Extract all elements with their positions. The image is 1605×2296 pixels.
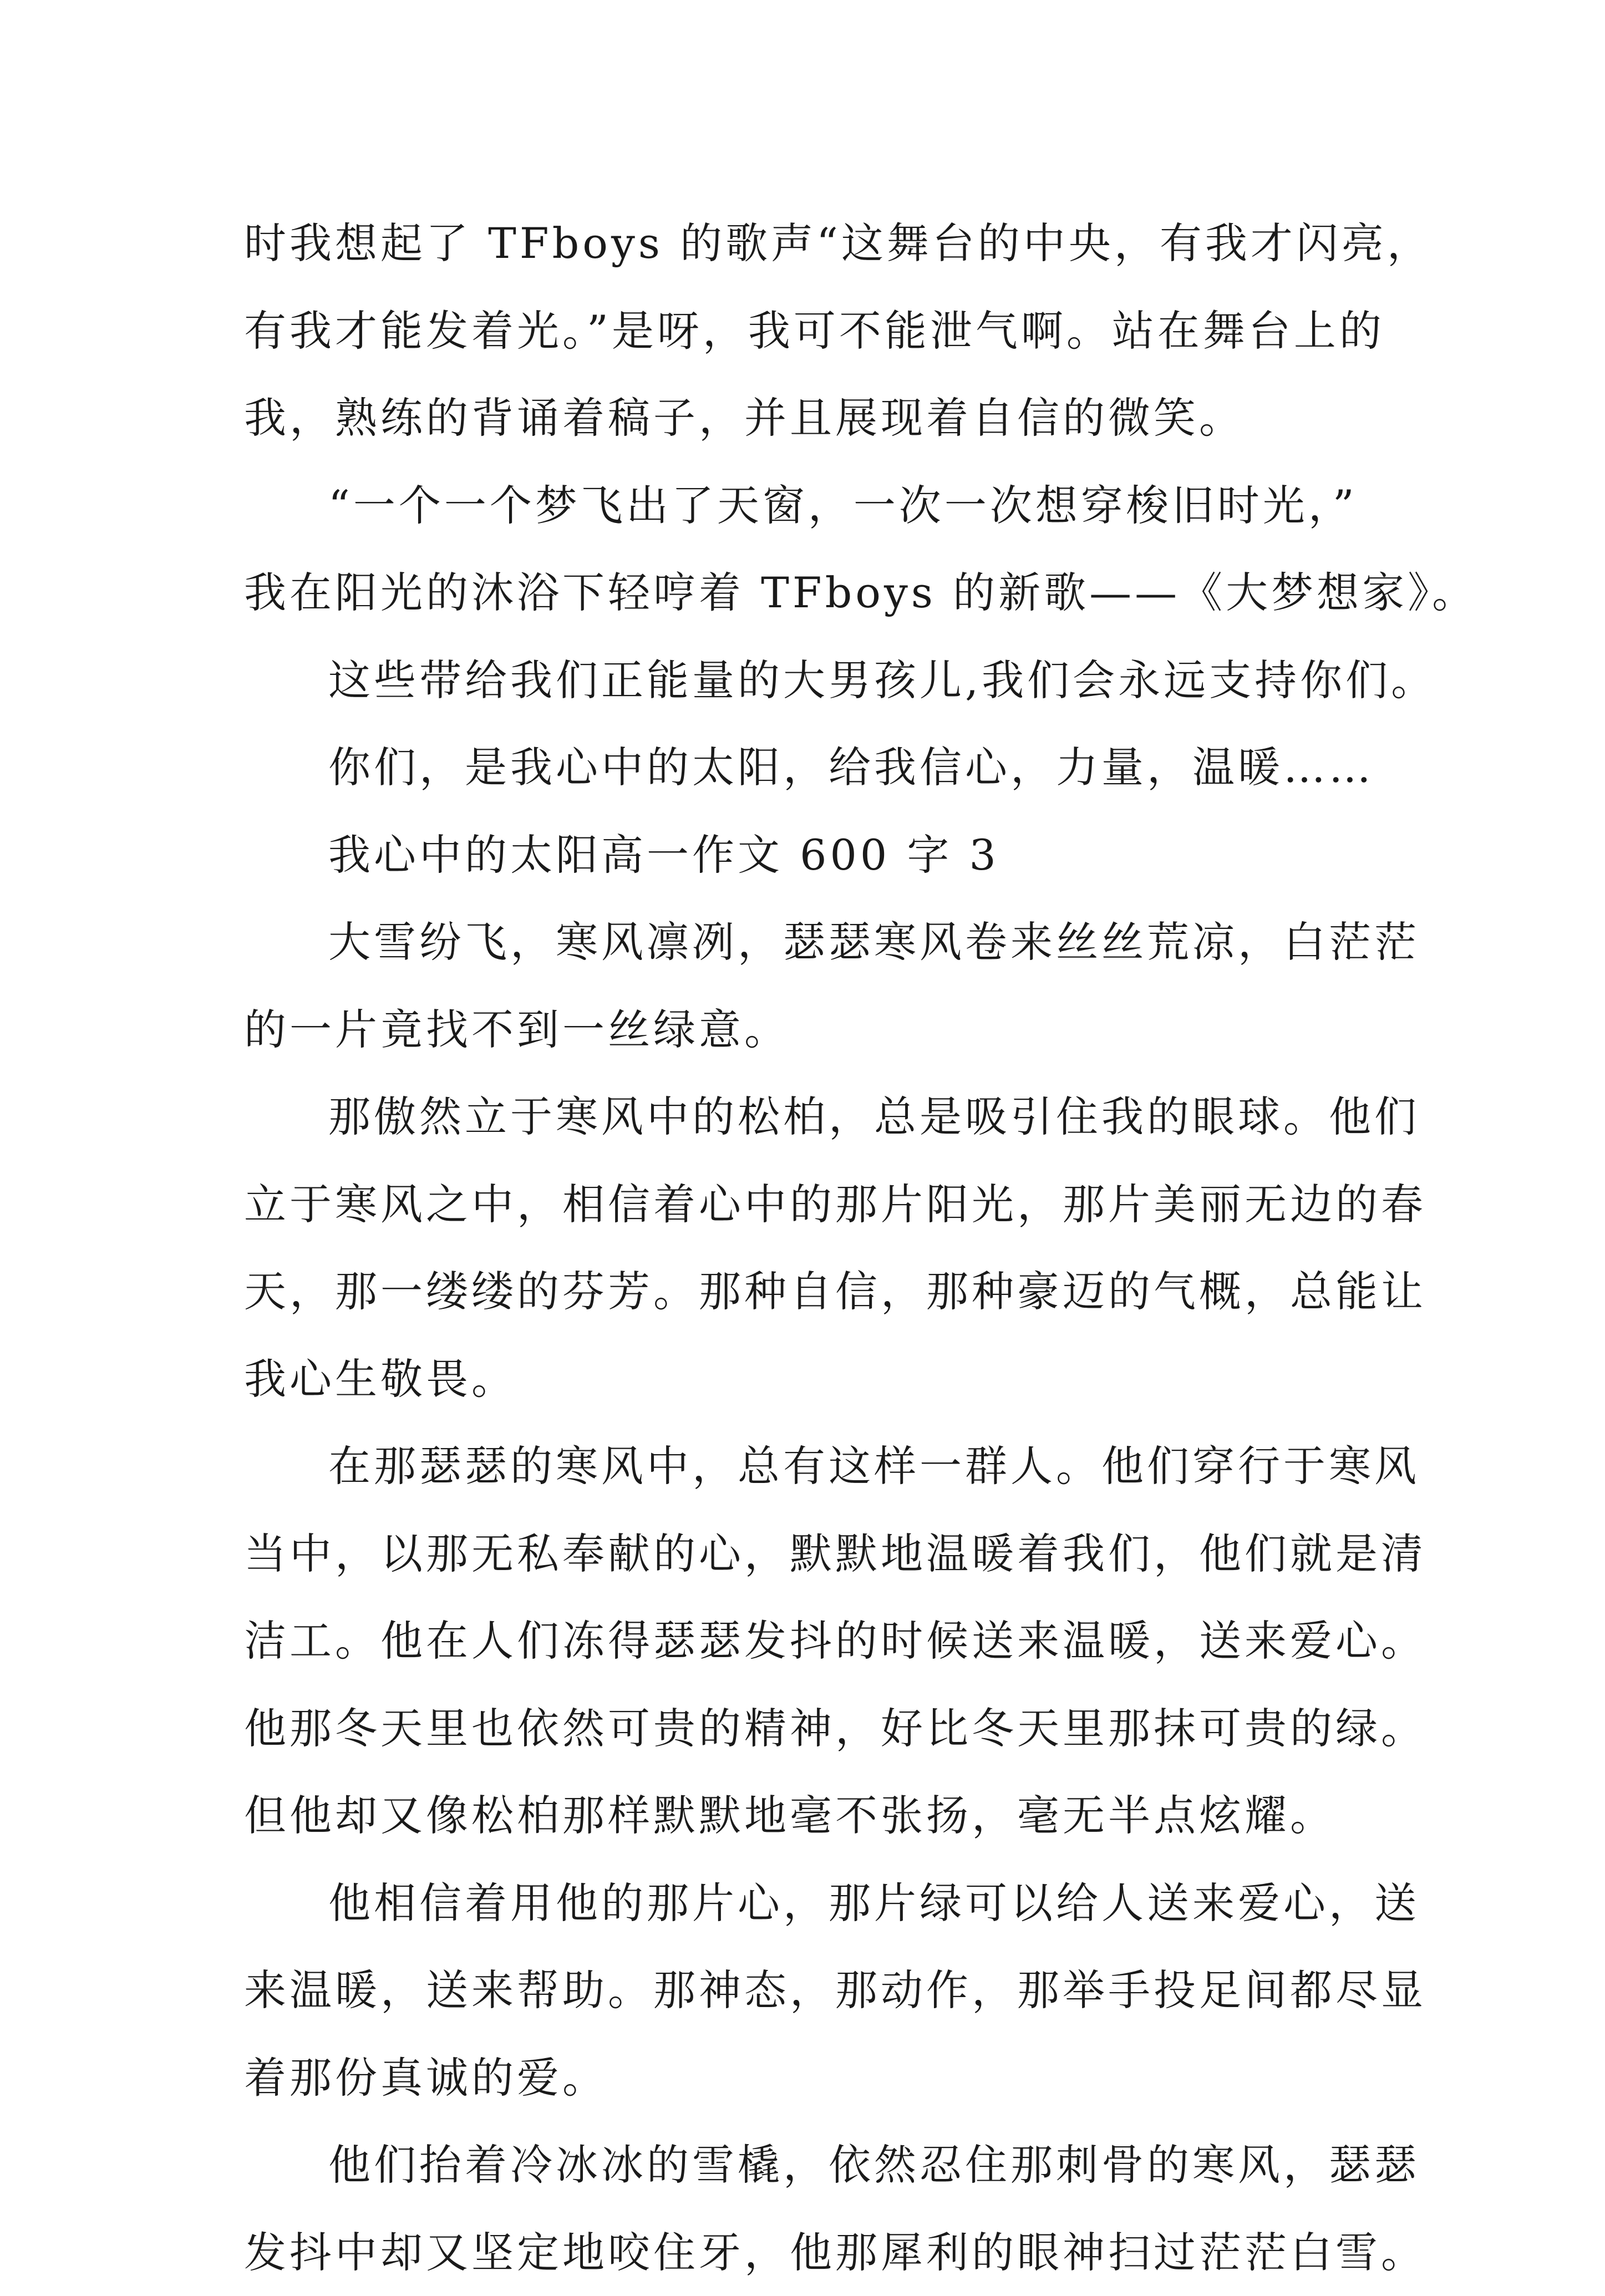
text-line: 当中，以那无私奉献的心，默默地温暖着我们，他们就是清 [244,1510,1420,1598]
text-line: 在那瑟瑟的寒风中，总有这样一群人。他们穿行于寒风 [244,1423,1420,1510]
text-line: 着那份真诚的爱。 [244,2034,1420,2122]
text-line: 的一片竟找不到一丝绿意。 [244,986,1420,1074]
text-line: 立于寒风之中，相信着心中的那片阳光，那片美丽无边的春 [244,1161,1420,1248]
text-line: 他们抬着冷冰冰的雪橇，依然忍住那刺骨的寒风，瑟瑟 [244,2121,1420,2209]
text-line: 但他却又像松柏那样默默地毫不张扬，毫无半点炫耀。 [244,1772,1420,1860]
text-line: 这些带给我们正能量的大男孩儿,我们会永远支持你们。 [244,637,1420,724]
text-line: 洁工。他在人们冻得瑟瑟发抖的时候送来温暖，送来爱心。 [244,1597,1420,1685]
text-line: 来温暖，送来帮助。那神态，那动作，那举手投足间都尽显 [244,1947,1420,2034]
text-line: 有我才能发着光。”是呀，我可不能泄气啊。站在舞台上的 [244,287,1420,375]
text-line: 你们，是我心中的太阳，给我信心，力量，温暖…… [244,724,1420,811]
text-line: 我，熟练的背诵着稿子，并且展现着自信的微笑。 [244,374,1420,462]
text-line: 时我想起了 TFboys 的歌声“这舞台的中央，有我才闪亮， [244,200,1420,287]
document-body [244,200,1420,2296]
text-line: “一个一个梦飞出了天窗，一次一次想穿梭旧时光，” [244,462,1420,550]
text-line: 他那冬天里也依然可贵的精神，好比冬天里那抹可贵的绿。 [244,1685,1420,1772]
section-heading: 我心中的太阳高一作文 600 字 3 [244,811,1420,899]
text-line: 我心生敬畏。 [244,1335,1420,1423]
text-line: 他相信着用他的那片心，那片绿可以给人送来爱心，送 [244,1860,1420,1947]
text-line: 发抖中却又坚定地咬住牙，他那犀利的眼神扫过茫茫白雪。 [244,2209,1420,2296]
text-line: 那傲然立于寒风中的松柏，总是吸引住我的眼球。他们 [244,1073,1420,1161]
text-line: 我在阳光的沐浴下轻哼着 TFboys 的新歌——《大梦想家》。 [244,549,1420,637]
text-line: 大雪纷飞，寒风凛冽，瑟瑟寒风卷来丝丝荒凉，白茫茫 [244,898,1420,986]
text-line: 天，那一缕缕的芬芳。那种自信，那种豪迈的气概，总能让 [244,1248,1420,1335]
